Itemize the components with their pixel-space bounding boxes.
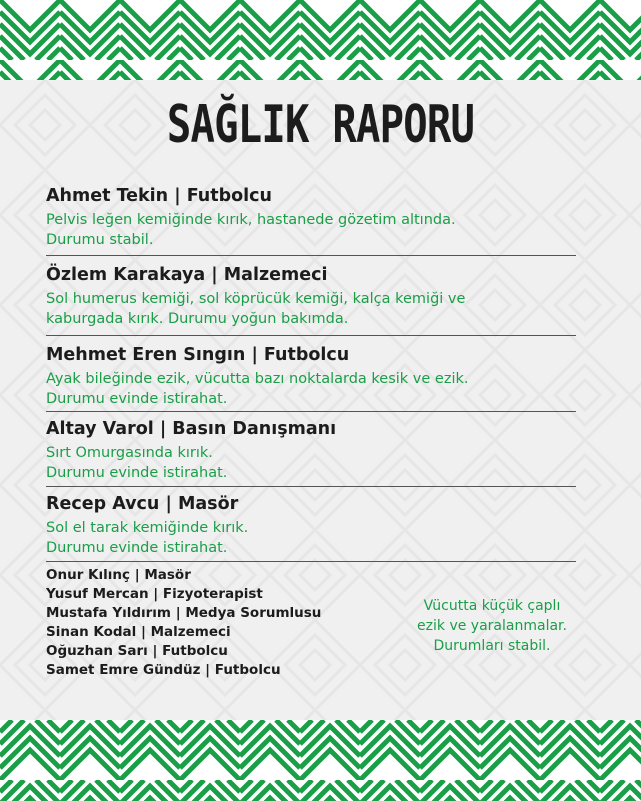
injury-description: [46, 369, 576, 409]
desc-line: Pelvis leğen kemiğinde kırık, hastanede gözetim altında.: [46, 212, 456, 228]
desc-line: kaburgada kırık. Durumu yoğun bakımda.: [46, 311, 349, 327]
desc-line: Durumu evinde istirahat.: [46, 465, 228, 481]
injury-entry: [46, 487, 576, 562]
note-line: Durumları stabil.: [433, 638, 551, 654]
page-title: SAĞLIK RAPORU: [166, 95, 475, 155]
desc-line: Sol el tarak kemiğinde kırık.: [46, 520, 249, 536]
desc-line: Ayak bileğinde ezik, vücutta bazı noktalarda kesik ve ezik.: [46, 371, 469, 387]
minor-person: Mustafa Yıldırım | Medya Sorumlusu: [46, 605, 322, 621]
injury-list: [46, 183, 576, 562]
note-line: ezik ve yaralanmalar.: [417, 618, 567, 634]
minor-person: Onur Kılınç | Masör: [46, 567, 191, 583]
minor-person: Sinan Kodal | Malzemeci: [46, 624, 231, 640]
person-name: Mehmet Eren Sıngın | Futbolcu: [46, 345, 350, 365]
minor-injuries-note: [392, 596, 592, 656]
injury-entry: [46, 412, 576, 487]
injury-entry: [46, 256, 576, 336]
green-zigzag-pattern-top: [0, 0, 641, 80]
injury-description: [46, 518, 576, 558]
injury-description: [46, 443, 576, 483]
minor-person: Samet Emre Gündüz | Futbolcu: [46, 662, 281, 678]
person-name: Ahmet Tekin | Futbolcu: [46, 186, 273, 206]
note-line: Vücutta küçük çaplı: [423, 598, 561, 614]
injury-entry: [46, 336, 576, 412]
bottom-decorative-band: [0, 720, 641, 801]
desc-line: Durumu evinde istirahat.: [46, 391, 228, 407]
injury-description: [46, 289, 576, 329]
desc-line: Sırt Omurgasında kırık.: [46, 445, 213, 461]
minor-person: Oğuzhan Sarı | Futbolcu: [46, 643, 228, 659]
person-name: Altay Varol | Basın Danışmanı: [46, 419, 337, 439]
desc-line: Durumu stabil.: [46, 232, 154, 248]
person-name: Özlem Karakaya | Malzemeci: [46, 265, 328, 285]
top-decorative-band: [0, 0, 641, 80]
injury-description: [46, 210, 576, 250]
desc-line: Sol humerus kemiği, sol köprücük kemiği, kalça kemiği ve: [46, 291, 466, 307]
injury-entry: [46, 183, 576, 256]
desc-line: Durumu evinde istirahat.: [46, 540, 228, 556]
person-name: Recep Avcu | Masör: [46, 494, 239, 514]
minor-injuries-list: [46, 566, 386, 680]
green-zigzag-pattern-bottom: [0, 720, 641, 801]
minor-person: Yusuf Mercan | Fizyoterapist: [46, 586, 263, 602]
